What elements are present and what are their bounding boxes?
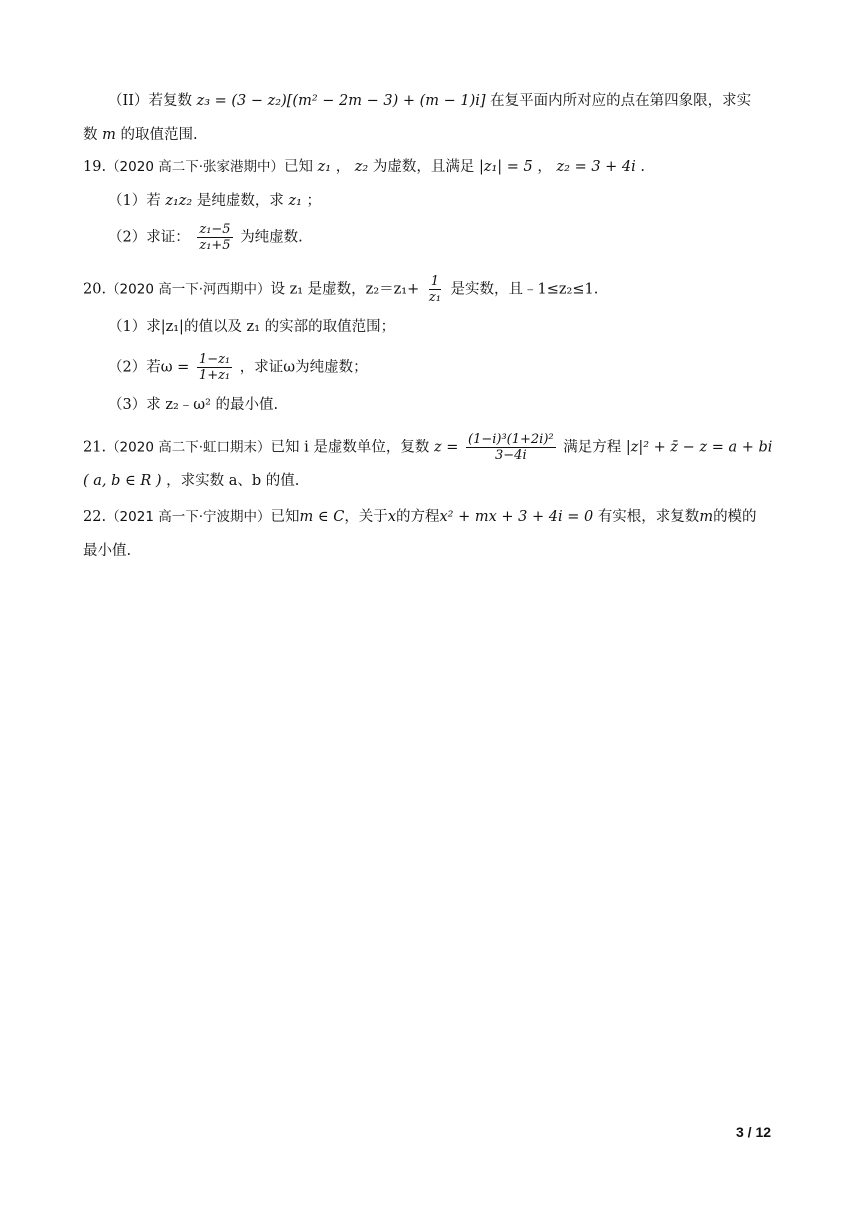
q20-stem-a: 设 z₁ 是虚数，z₂＝z₁+ xyxy=(270,281,420,298)
q21-stem-a: 已知 i 是虚数单位，复数 xyxy=(270,439,430,456)
q20-part2-label: （2）若ω = xyxy=(108,359,190,376)
q18-part2-line2-prefix: 数 xyxy=(83,127,98,143)
q19-part1-target: z₁ xyxy=(288,193,302,209)
q19-part2-numerator: z₁−5 xyxy=(199,222,231,237)
q22-stem-a: 已知 xyxy=(270,509,300,525)
q20-part1 xyxy=(108,316,395,338)
q21-equation: |z|² + z̄ − z = a + bi xyxy=(625,439,773,456)
q20-fraction-numerator: 1 xyxy=(430,274,440,289)
q19-stem-b: 为虚数，且满足 xyxy=(372,159,475,175)
q20-part3-text: （3）求 z₂﹣ω² 的最小值. xyxy=(108,397,279,413)
q19-part2-text: 为纯虚数. xyxy=(240,229,303,246)
q21-stem-b: 满足方程 xyxy=(563,439,622,456)
q19-part1 xyxy=(108,190,321,212)
q19-stem-a: 已知 xyxy=(284,159,314,175)
q22-stem xyxy=(83,506,757,528)
q19-end: . xyxy=(640,159,646,175)
q19-stem xyxy=(83,156,645,178)
page-number: 3 / 12 xyxy=(736,1124,772,1140)
q22-equation: x² + mx + 3 + 4i = 0 xyxy=(439,509,594,525)
q19-part2-fraction xyxy=(197,222,232,253)
q19-z1: z₁ xyxy=(317,159,332,175)
q21-line2 xyxy=(83,470,299,492)
q19-part2-denominator: z₁+5 xyxy=(199,238,231,253)
q19-part1-label: （1）若 xyxy=(108,193,161,209)
q22-x: x xyxy=(387,509,396,525)
q19-z2: z₂ xyxy=(354,159,369,175)
q22-stem-c: 的方程 xyxy=(396,509,440,525)
q21-fraction-denominator: 3−4i xyxy=(495,448,527,463)
q21-source: （2020 高二下·虹口期末） xyxy=(106,439,271,456)
q20-part2-denominator: 1+z₁ xyxy=(198,368,231,383)
q20-part2 xyxy=(108,352,368,383)
q19-number: 19. xyxy=(83,159,107,175)
q20-stem-b: 是实数，且﹣1≤z₂≤1. xyxy=(450,281,599,298)
q20-part1-text: （1）求|z₁|的值以及 z₁ 的实部的取值范围； xyxy=(108,319,396,335)
q22-stem-d: 有实根，求复数 xyxy=(597,509,700,525)
q22-stem-b: ，关于 xyxy=(344,509,388,525)
q19-cond1: |z₁| = 5 xyxy=(478,159,533,175)
q20-part2-numerator: 1−z₁ xyxy=(198,352,231,367)
q18-part2-formula: z₃ = (3 − z₂)[(m² − 2m − 3) + (m − 1)i] xyxy=(196,93,486,109)
q20-stem xyxy=(83,274,598,305)
q19-comma2: ， xyxy=(537,159,552,175)
q22-source: （2021 高一下·宁波期中） xyxy=(106,509,271,525)
q18-part2-line2 xyxy=(83,124,198,146)
q22-line2-text: 最小值. xyxy=(83,543,132,559)
q21-number: 21. xyxy=(83,439,107,456)
q20-number: 20. xyxy=(83,281,107,298)
q20-source: （2020 高一下·河西期中） xyxy=(106,281,271,298)
q19-comma: ， xyxy=(335,159,351,175)
q21-fraction-numerator: (1−i)³(1+2i)² xyxy=(468,432,554,447)
q22-line2 xyxy=(83,540,131,562)
q21-domain: ( a, b ∈ R ) xyxy=(83,473,162,489)
q19-part1-text: 是纯虚数，求 xyxy=(196,193,284,209)
q19-part2-label: （2）求证： xyxy=(108,229,190,246)
q20-part3 xyxy=(108,394,278,416)
q21-fraction xyxy=(466,432,556,463)
q22-m-in-c: m ∈ C xyxy=(299,509,345,525)
q20-fraction xyxy=(427,274,443,305)
q18-part2-prefix: （II）若复数 xyxy=(108,93,192,109)
q19-part1-math: z₁z₂ xyxy=(165,193,193,209)
q21-z-eq: z = xyxy=(433,439,459,456)
q19-part1-end: ； xyxy=(306,193,322,209)
q20-part2-text: ，求证ω为纯虚数； xyxy=(239,359,368,376)
q20-part2-fraction xyxy=(197,352,232,383)
q18-part2-line1 xyxy=(108,90,751,112)
q22-number: 22. xyxy=(83,509,107,525)
q19-source: （2020 高二下·张家港期中） xyxy=(106,159,285,175)
q22-stem-e: 的模的 xyxy=(713,509,757,525)
q21-line2-text: ，求实数 a、b 的值. xyxy=(166,473,300,489)
q18-part2-line2-suffix: 的取值范围. xyxy=(120,127,198,143)
q20-fraction-denominator: z₁ xyxy=(428,290,441,305)
q18-part2-suffix: 在复平面内所对应的点在第四象限，求实 xyxy=(490,93,752,109)
q22-m: m xyxy=(699,509,714,525)
q19-part2 xyxy=(108,222,303,253)
q19-cond2: z₂ = 3 + 4i xyxy=(556,159,636,175)
q21-stem xyxy=(83,432,772,463)
q18-part2-var-m: m xyxy=(102,127,116,143)
